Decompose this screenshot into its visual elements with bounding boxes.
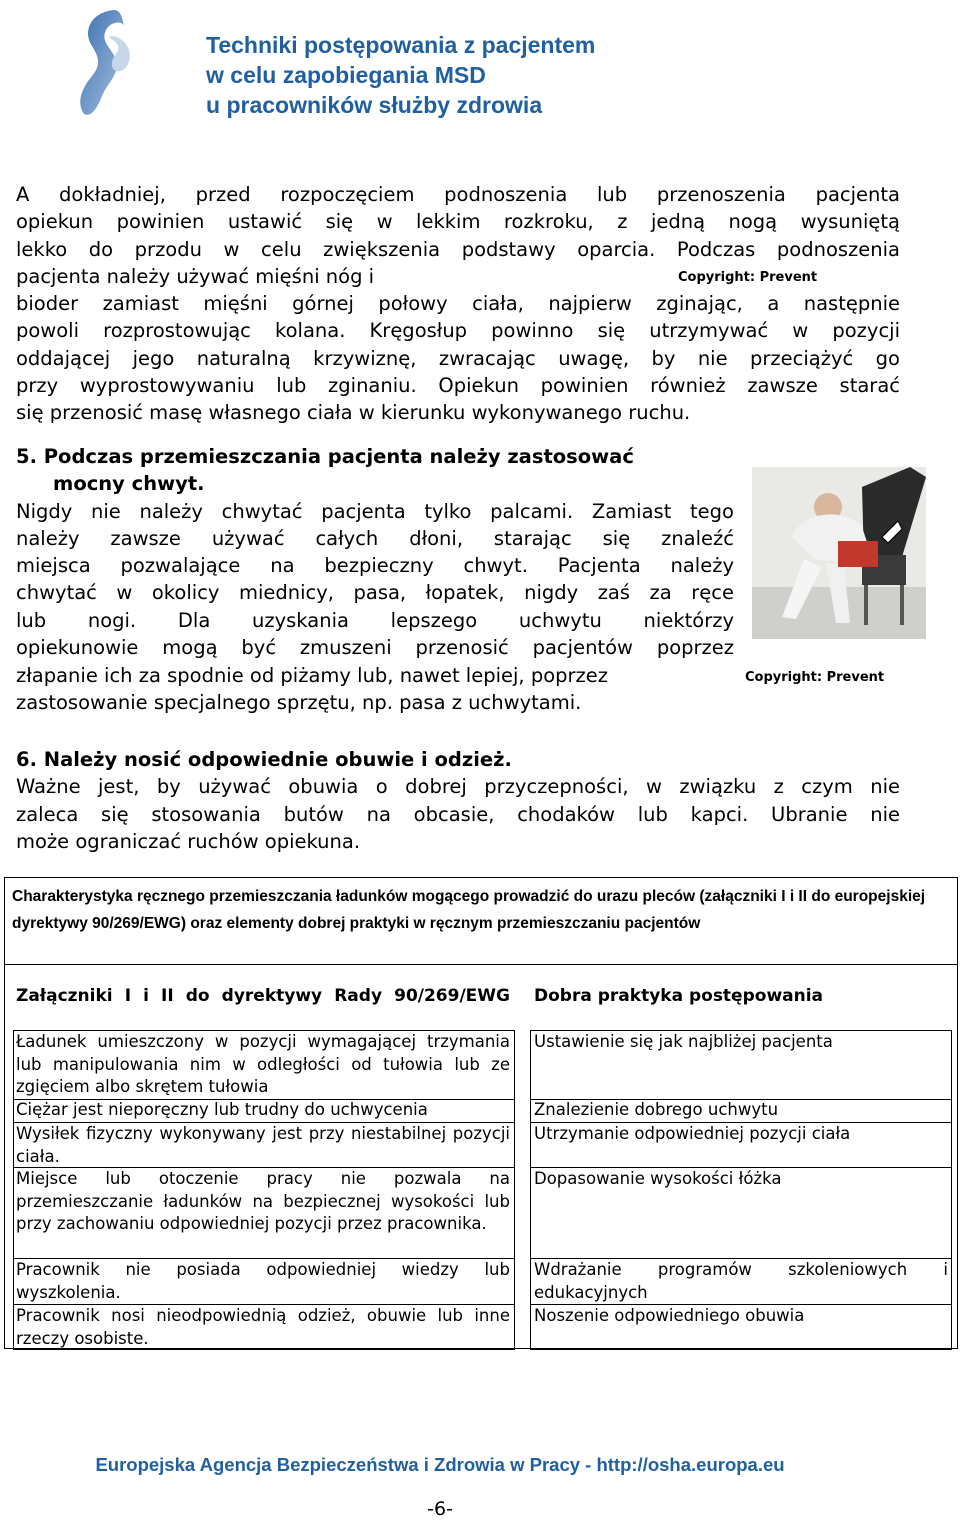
table-header-left: Załączniki I i II do dyrektywy Rady 90/269/EWG — [16, 986, 510, 1006]
table-cell-left: Ładunek umieszczony w pozycji wymagającej trzymania lub manipulowania nim w odległości od tułowia lub ze zgięciem albo skrętem tułowia — [16, 1032, 510, 1096]
text-line: bioder zamiast mięśni górnej połowy ciała, najpierw zginając, a następnie — [16, 292, 900, 316]
text-line: zaleca się stosowania butów na obcasie, chodaków lub kapci. Ubranie nie — [16, 802, 900, 826]
table-caption: Charakterystyka ręcznego przemieszczania ładunków mogącego prowadzić do urazu pleców (załączniki I i II do europejskiej dyrektywy 90/269/EWG) oraz elementy dobrej praktyki w ręcznym przemieszczaniu pacjentów — [12, 888, 926, 932]
table-cell-right: Ustawienie się jak najbliżej pacjenta — [534, 1032, 833, 1051]
text-line: lub nogi. Dla uzyskania lepszego uchwytu niektórzy — [16, 608, 734, 632]
text-line: złapanie ich za spodnie od piżamy lub, nawet lepiej, poprzez — [16, 664, 608, 687]
table-cell-right: Wdrażanie programów szkoleniowych i edukacyjnych — [534, 1260, 948, 1302]
table-divider — [4, 964, 958, 965]
table-cell-left: Pracownik nosi nieodpowiednią odzież, obuwie lub inne rzeczy osobiste. — [16, 1306, 510, 1348]
footer-agency: Europejska Agencja Bezpieczeństwa i Zdrowia w Pracy - http://osha.europa.eu — [95, 1454, 785, 1475]
table-cell-left: Miejsce lub otoczenie pracy nie pozwala na przemieszczanie ładunków na bezpiecznej wysokości lub przy zachowaniu odpowiedniej pozycji przez pracownika. — [16, 1169, 510, 1233]
text-line: zastosowanie specjalnego sprzętu, np. pasa z uchwytami. — [16, 691, 582, 715]
text-line: się przenosić masę własnego ciała w kierunku wykonywanego ruchu. — [16, 401, 691, 425]
text-line: miejsca pozwalające na bezpieczny chwyt. Pacjenta należy — [16, 554, 734, 578]
text-line: powoli rozprostowując kolana. Kręgosłup powinno się utrzymywać w pozycji — [16, 319, 900, 343]
text-line: przy wyprostowywaniu lub zginaniu. Opiekun powinien również zawsze starać — [16, 374, 900, 398]
section-5 — [16, 443, 734, 661]
logo — [62, 6, 152, 118]
table-cell-left: Ciężar jest nieporęczny lub trudny do uchwycenia — [16, 1100, 428, 1119]
text-line: A dokładniej, przed rozpoczęciem podnoszenia lub przenoszenia pacjenta — [16, 183, 900, 206]
table-cell-right: Znalezienie dobrego uchwytu — [534, 1100, 779, 1119]
text-line: opiekunowie mogą być zmuszeni przenosić pacjentów poprzez — [16, 636, 734, 660]
section-heading-cont: mocny chwyt. — [53, 472, 205, 496]
text-line: pacjenta należy używać mięśni nóg i — [16, 264, 375, 288]
text-line: chwytać w okolicy miednicy, pasa, łopatek, nigdy zaś za ręce — [16, 581, 734, 605]
section-heading: 5. Podczas przemieszczania pacjenta należy zastosować — [16, 445, 634, 468]
title-line: w celu zapobiegania MSD — [206, 62, 486, 88]
table-cell-left: Wysiłek fizyczny wykonywany jest przy niestabilnej pozycji ciała. — [16, 1124, 510, 1166]
text-line: lekko do przodu w celu zwiększenia podstawy oparcia. Podczas podnoszenia — [16, 237, 900, 261]
copyright-note: Copyright: Prevent — [678, 270, 818, 285]
table-cell-right: Dopasowanie wysokości łóżka — [534, 1169, 782, 1188]
table-cell-left: Pracownik nie posiada odpowiedniej wiedzy lub wyszkolenia. — [16, 1260, 510, 1302]
caregiver-photo — [752, 467, 926, 639]
text-line: oddającej jego naturalną krzywiznę, zwracając uwagę, by nie przeciążyć go — [16, 346, 900, 370]
text-line: opiekun powinien ustawić się w lekkim rozkroku, z jedną nogą wysuniętą — [16, 210, 900, 234]
section-heading: 6. Należy nosić odpowiednie obuwie i odzież. — [16, 748, 512, 771]
text-line: należy zawsze używać całych dłoni, starając się znaleźć — [16, 526, 734, 550]
text-line: Nigdy nie należy chwytać pacjenta tylko palcami. Zamiast tego — [16, 499, 734, 523]
text-line: Ważne jest, by używać obuwia o dobrej przyczepności, w związku z czym nie — [16, 775, 900, 799]
intro-paragraph — [16, 181, 900, 427]
table-header-right: Dobra praktyka postępowania — [534, 986, 824, 1006]
table-cell-right: Noszenie odpowiedniego obuwia — [534, 1306, 805, 1325]
title-line: Techniki postępowania z pacjentem — [206, 32, 596, 58]
copyright-note: Copyright: Prevent — [745, 670, 885, 685]
section-6 — [16, 746, 900, 855]
title-line: u pracowników służby zdrowia — [206, 92, 543, 118]
page-number: -6- — [427, 1498, 453, 1520]
document-title — [206, 30, 926, 120]
table-cell-right: Utrzymanie odpowiedniej pozycji ciała — [534, 1124, 851, 1143]
text-line: może ograniczać ruchów opiekuna. — [16, 829, 361, 853]
